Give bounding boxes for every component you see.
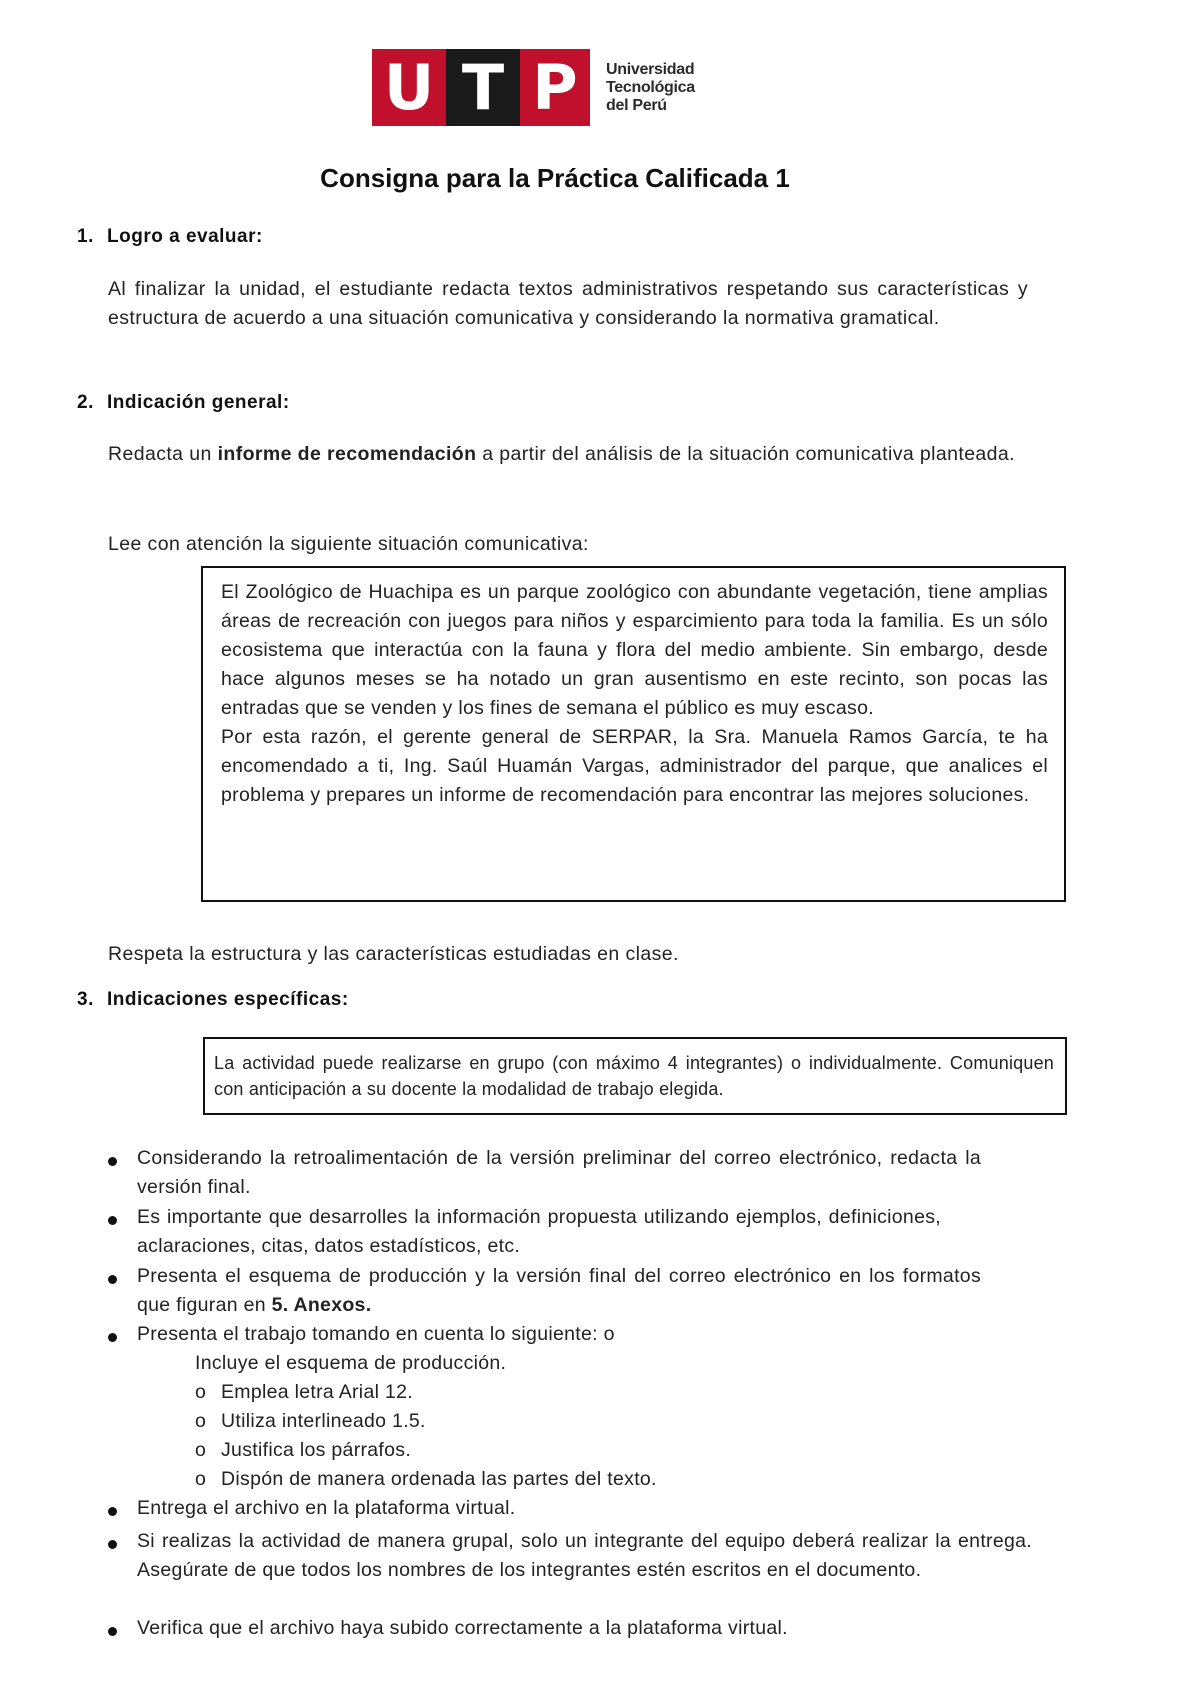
utp-logo-mark bbox=[372, 49, 590, 126]
sub-item-first bbox=[195, 1349, 506, 1378]
bullet-icon bbox=[108, 1275, 117, 1284]
section-2-title: Indicación general: bbox=[107, 392, 290, 413]
bullet-icon bbox=[108, 1157, 117, 1166]
sub-bullet-marker: o bbox=[195, 1439, 207, 1461]
bullet-text-6: Si realizas la actividad de manera grupal, solo un integrante del equipo deberá realizar la entrega. Asegúrate de que todos los nombres de los integrantes estén escritos en el documento. bbox=[137, 1530, 1032, 1581]
bullet-icon bbox=[108, 1507, 117, 1516]
logo-letter-t: T bbox=[446, 49, 520, 126]
section-1-title: Logro a evaluar: bbox=[107, 226, 263, 247]
sub-item-text-4: Dispón de manera ordenada las partes del texto. bbox=[221, 1468, 657, 1490]
section-1-number: 1. bbox=[77, 226, 94, 247]
page-title: Consigna para la Práctica Calificada 1 bbox=[320, 163, 790, 193]
section-2-text-bold: informe de recomendación bbox=[217, 443, 477, 465]
bullet-text-2: Es importante que desarrolles la información propuesta utilizando ejemplos, definiciones, aclaraciones, citas, datos estadísticos, etc. bbox=[137, 1206, 941, 1257]
bullet-text-3-pre: Presenta el esquema de producción y la versión final del correo electrónico en los formatos que figuran en bbox=[137, 1265, 981, 1316]
bullet-icon bbox=[108, 1540, 117, 1549]
bullet-text-7: Verifica que el archivo haya subido correctamente a la plataforma virtual. bbox=[137, 1617, 788, 1639]
sub-bullet-marker: o bbox=[195, 1410, 207, 1432]
sub-item-text-1: Emplea letra Arial 12. bbox=[221, 1381, 413, 1403]
section-3-number: 3. bbox=[77, 989, 94, 1010]
logo-line-3: del Perú bbox=[606, 96, 667, 114]
bullet-icon bbox=[108, 1333, 117, 1342]
sub-bullet-marker: o bbox=[195, 1381, 207, 1403]
section-3-heading bbox=[77, 989, 349, 1011]
sub-item-text-3: Justifica los párrafos. bbox=[221, 1439, 412, 1461]
situation-paragraph-1: El Zoológico de Huachipa es un parque zoológico con abundante vegetación, tiene amplias áreas de recreación con juegos para niños y esparcimiento para toda la familia. Es un sólo ecosistema que interactúa con la fauna y flora del medio ambiente. Sin embargo, desde hace algunos meses se ha notado un gran ausentismo en este recinto, son pocas las entradas que se venden y los fines de semana el público es muy escaso. bbox=[221, 581, 1048, 719]
group-note-box bbox=[203, 1037, 1067, 1115]
utp-logo bbox=[372, 49, 695, 126]
section-2-text-pre: Redacta un bbox=[108, 443, 218, 465]
logo-letter-p: P bbox=[520, 49, 590, 126]
section-3-title: Indicaciones específicas: bbox=[107, 989, 349, 1010]
section-2-number: 2. bbox=[77, 392, 94, 413]
section-2-heading bbox=[77, 392, 290, 414]
bullet-icon bbox=[108, 1216, 117, 1225]
section-2-text-post: a partir del análisis de la situación comunicativa planteada. bbox=[476, 443, 1015, 465]
group-note-text: La actividad puede realizarse en grupo (con máximo 4 integrantes) o individualmente. Comuniquen con anticipación a su docente la modalidad de trabajo elegida. bbox=[214, 1053, 1054, 1099]
sub-bullet-marker: o bbox=[195, 1468, 207, 1490]
bullet-text-3-bold: 5. Anexos. bbox=[271, 1294, 372, 1316]
section-2-text bbox=[108, 440, 1028, 469]
bullet-icon bbox=[108, 1627, 117, 1636]
section-2-lead: Lee con atención la siguiente situación comunicativa: bbox=[108, 533, 589, 555]
logo-wordmark bbox=[606, 61, 695, 115]
bullet-text-3 bbox=[137, 1262, 981, 1320]
logo-letter-u: U bbox=[372, 49, 446, 126]
situation-paragraph-2: Por esta razón, el gerente general de SERPAR, la Sra. Manuela Ramos García, te ha encomendado a ti, Ing. Saúl Huamán Vargas, administrador del parque, que analices el problema y prepares un informe de recomendación para encontrar las mejores soluciones. bbox=[221, 726, 1048, 806]
sub-item-text-first: Incluye el esquema de producción. bbox=[195, 1352, 507, 1374]
section-1-text: Al finalizar la unidad, el estudiante redacta textos administrativos respetando sus características y estructura de acuerdo a una situación comunicativa y considerando la normativa gramatical. bbox=[108, 278, 1028, 329]
logo-line-2: Tecnológica bbox=[606, 78, 695, 96]
bullet-text-4: Presenta el trabajo tomando en cuenta lo siguiente: o bbox=[137, 1323, 615, 1345]
section-1-heading bbox=[77, 226, 263, 248]
situation-box bbox=[201, 566, 1066, 902]
bullet-text-1: Considerando la retroalimentación de la versión preliminar del correo electrónico, redacta la versión final. bbox=[137, 1147, 981, 1198]
logo-line-1: Universidad bbox=[606, 60, 695, 78]
sub-item-text-2: Utiliza interlineado 1.5. bbox=[221, 1410, 426, 1432]
bullet-text-5: Entrega el archivo en la plataforma virtual. bbox=[137, 1497, 516, 1519]
situation-text bbox=[221, 578, 1048, 810]
section-2-closing: Respeta la estructura y las características estudiadas en clase. bbox=[108, 943, 679, 965]
